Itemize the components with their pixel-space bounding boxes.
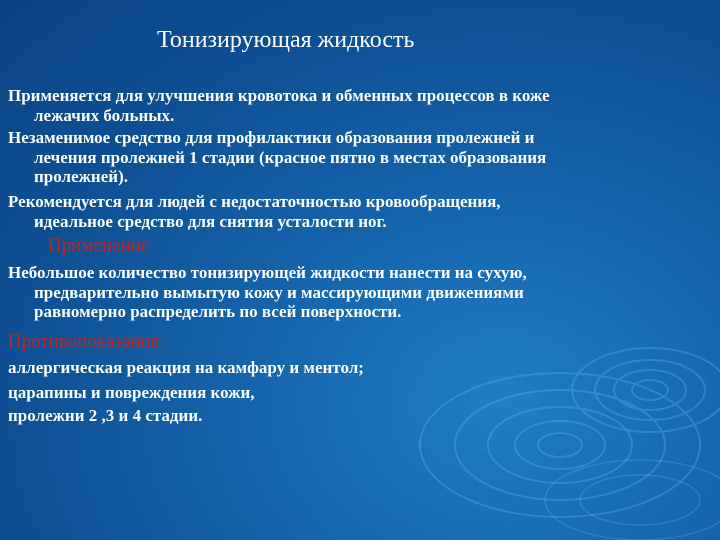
paragraph-line: лежачих больных. bbox=[34, 105, 175, 125]
slide-title: Тонизирующая жидкость bbox=[157, 27, 415, 53]
paragraph-line: пролежней). bbox=[34, 167, 128, 187]
benefit-paragraph bbox=[8, 128, 708, 187]
contraindications-heading: Противопоказания: bbox=[8, 331, 165, 352]
usage-paragraph bbox=[8, 86, 708, 125]
application-paragraph bbox=[8, 263, 708, 322]
application-heading: Применение bbox=[48, 235, 150, 256]
recommendation-paragraph bbox=[8, 192, 708, 231]
paragraph-line: Применяется для улучшения кровотока и обменных процессов в коже bbox=[8, 86, 550, 105]
paragraph-line: Незаменимое средство для профилактики образования пролежней и bbox=[8, 128, 535, 147]
paragraph-line: Рекомендуется для людей с недостаточностью кровообращения, bbox=[8, 192, 501, 211]
paragraph-line: Небольшое количество тонизирующей жидкости нанести на сухую, bbox=[8, 263, 527, 282]
contraindication-item: царапины и повреждения кожи, bbox=[8, 383, 255, 402]
contraindication-item: аллергическая реакция на камфару и ментол; bbox=[8, 358, 364, 377]
contraindication-item: пролежни 2 ,3 и 4 стадии. bbox=[8, 406, 203, 425]
paragraph-line: предварительно вымытую кожу и массирующими движениями bbox=[34, 282, 524, 302]
paragraph-line: равномерно распределить по всей поверхности. bbox=[34, 302, 402, 322]
paragraph-line: лечения пролежней 1 стадии (красное пятно в местах образования bbox=[34, 147, 547, 167]
paragraph-line: идеальное средство для снятия усталости ног. bbox=[34, 211, 387, 231]
